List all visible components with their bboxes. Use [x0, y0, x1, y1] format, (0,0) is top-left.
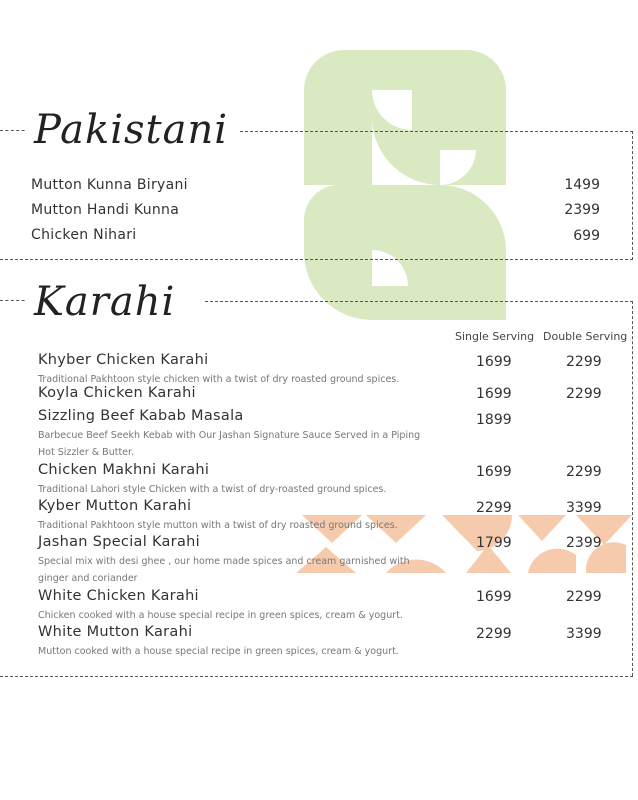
- menu-item-name: Jashan Special Karahi: [38, 534, 200, 550]
- price-double: 2299: [566, 464, 602, 480]
- menu-item-name: Chicken Makhni Karahi: [38, 462, 210, 478]
- menu-item-name: Mutton Kunna Biryani: [31, 177, 188, 193]
- price-double: 3399: [566, 500, 602, 516]
- price-single: 1699: [476, 464, 512, 480]
- menu-item-name: Sizzling Beef Kabab Masala: [38, 408, 244, 424]
- column-header-single: Single Serving: [455, 330, 535, 343]
- menu-item-description: Traditional Pakhtoon style mutton with a twist of dry roasted ground spices.: [38, 520, 398, 531]
- menu-item-name: Koyla Chicken Karahi: [38, 385, 196, 401]
- menu-item-name: Chicken Nihari: [31, 227, 137, 243]
- menu-item-name: White Mutton Karahi: [38, 624, 193, 640]
- menu-item-description: Traditional Pakhtoon style chicken with a twist of dry roasted ground spices.: [38, 374, 400, 385]
- price-double: 2299: [566, 354, 602, 370]
- menu-item-description: Chicken cooked with a house special recipe in green spices, cream & yogurt.: [38, 610, 403, 621]
- price-single: 1699: [476, 386, 512, 402]
- section-title-karahi: Karahi: [26, 282, 183, 322]
- menu-item-description: Special mix with desi ghee , our home made spices and cream garnished with ginger and coriander: [38, 556, 410, 584]
- menu-item-price: 1499: [564, 177, 600, 193]
- price-double: 2399: [566, 535, 602, 551]
- section-title-pakistani: Pakistani: [26, 110, 236, 150]
- price-single: 1899: [476, 412, 512, 428]
- menu-item-name: White Chicken Karahi: [38, 588, 199, 604]
- price-single: 2299: [476, 500, 512, 516]
- price-single: 1699: [476, 354, 512, 370]
- menu-item-name: Khyber Chicken Karahi: [38, 352, 209, 368]
- price-double: 3399: [566, 626, 602, 642]
- menu-item-description: Mutton cooked with a house special recipe in green spices, cream & yogurt.: [38, 646, 399, 657]
- menu-item-description: Barbecue Beef Seekh Kebab with Our Jashan Signature Sauce Served in a Piping Hot Sizzler & Butter.: [38, 430, 421, 458]
- price-single: 2299: [476, 626, 512, 642]
- price-single: 1799: [476, 535, 512, 551]
- price-double: 2299: [566, 386, 602, 402]
- menu-item-price: 699: [573, 228, 600, 244]
- price-double: 2299: [566, 589, 602, 605]
- price-single: 1699: [476, 589, 512, 605]
- menu-item-price: 2399: [564, 202, 600, 218]
- menu-item-name: Mutton Handi Kunna: [31, 202, 180, 218]
- column-header-double: Double Serving: [543, 330, 628, 343]
- green-geometric-pattern: [304, 50, 506, 320]
- menu-item-description: Traditional Lahori style Chicken with a twist of dry-roasted ground spices.: [38, 484, 387, 495]
- menu-item-name: Kyber Mutton Karahi: [38, 498, 192, 514]
